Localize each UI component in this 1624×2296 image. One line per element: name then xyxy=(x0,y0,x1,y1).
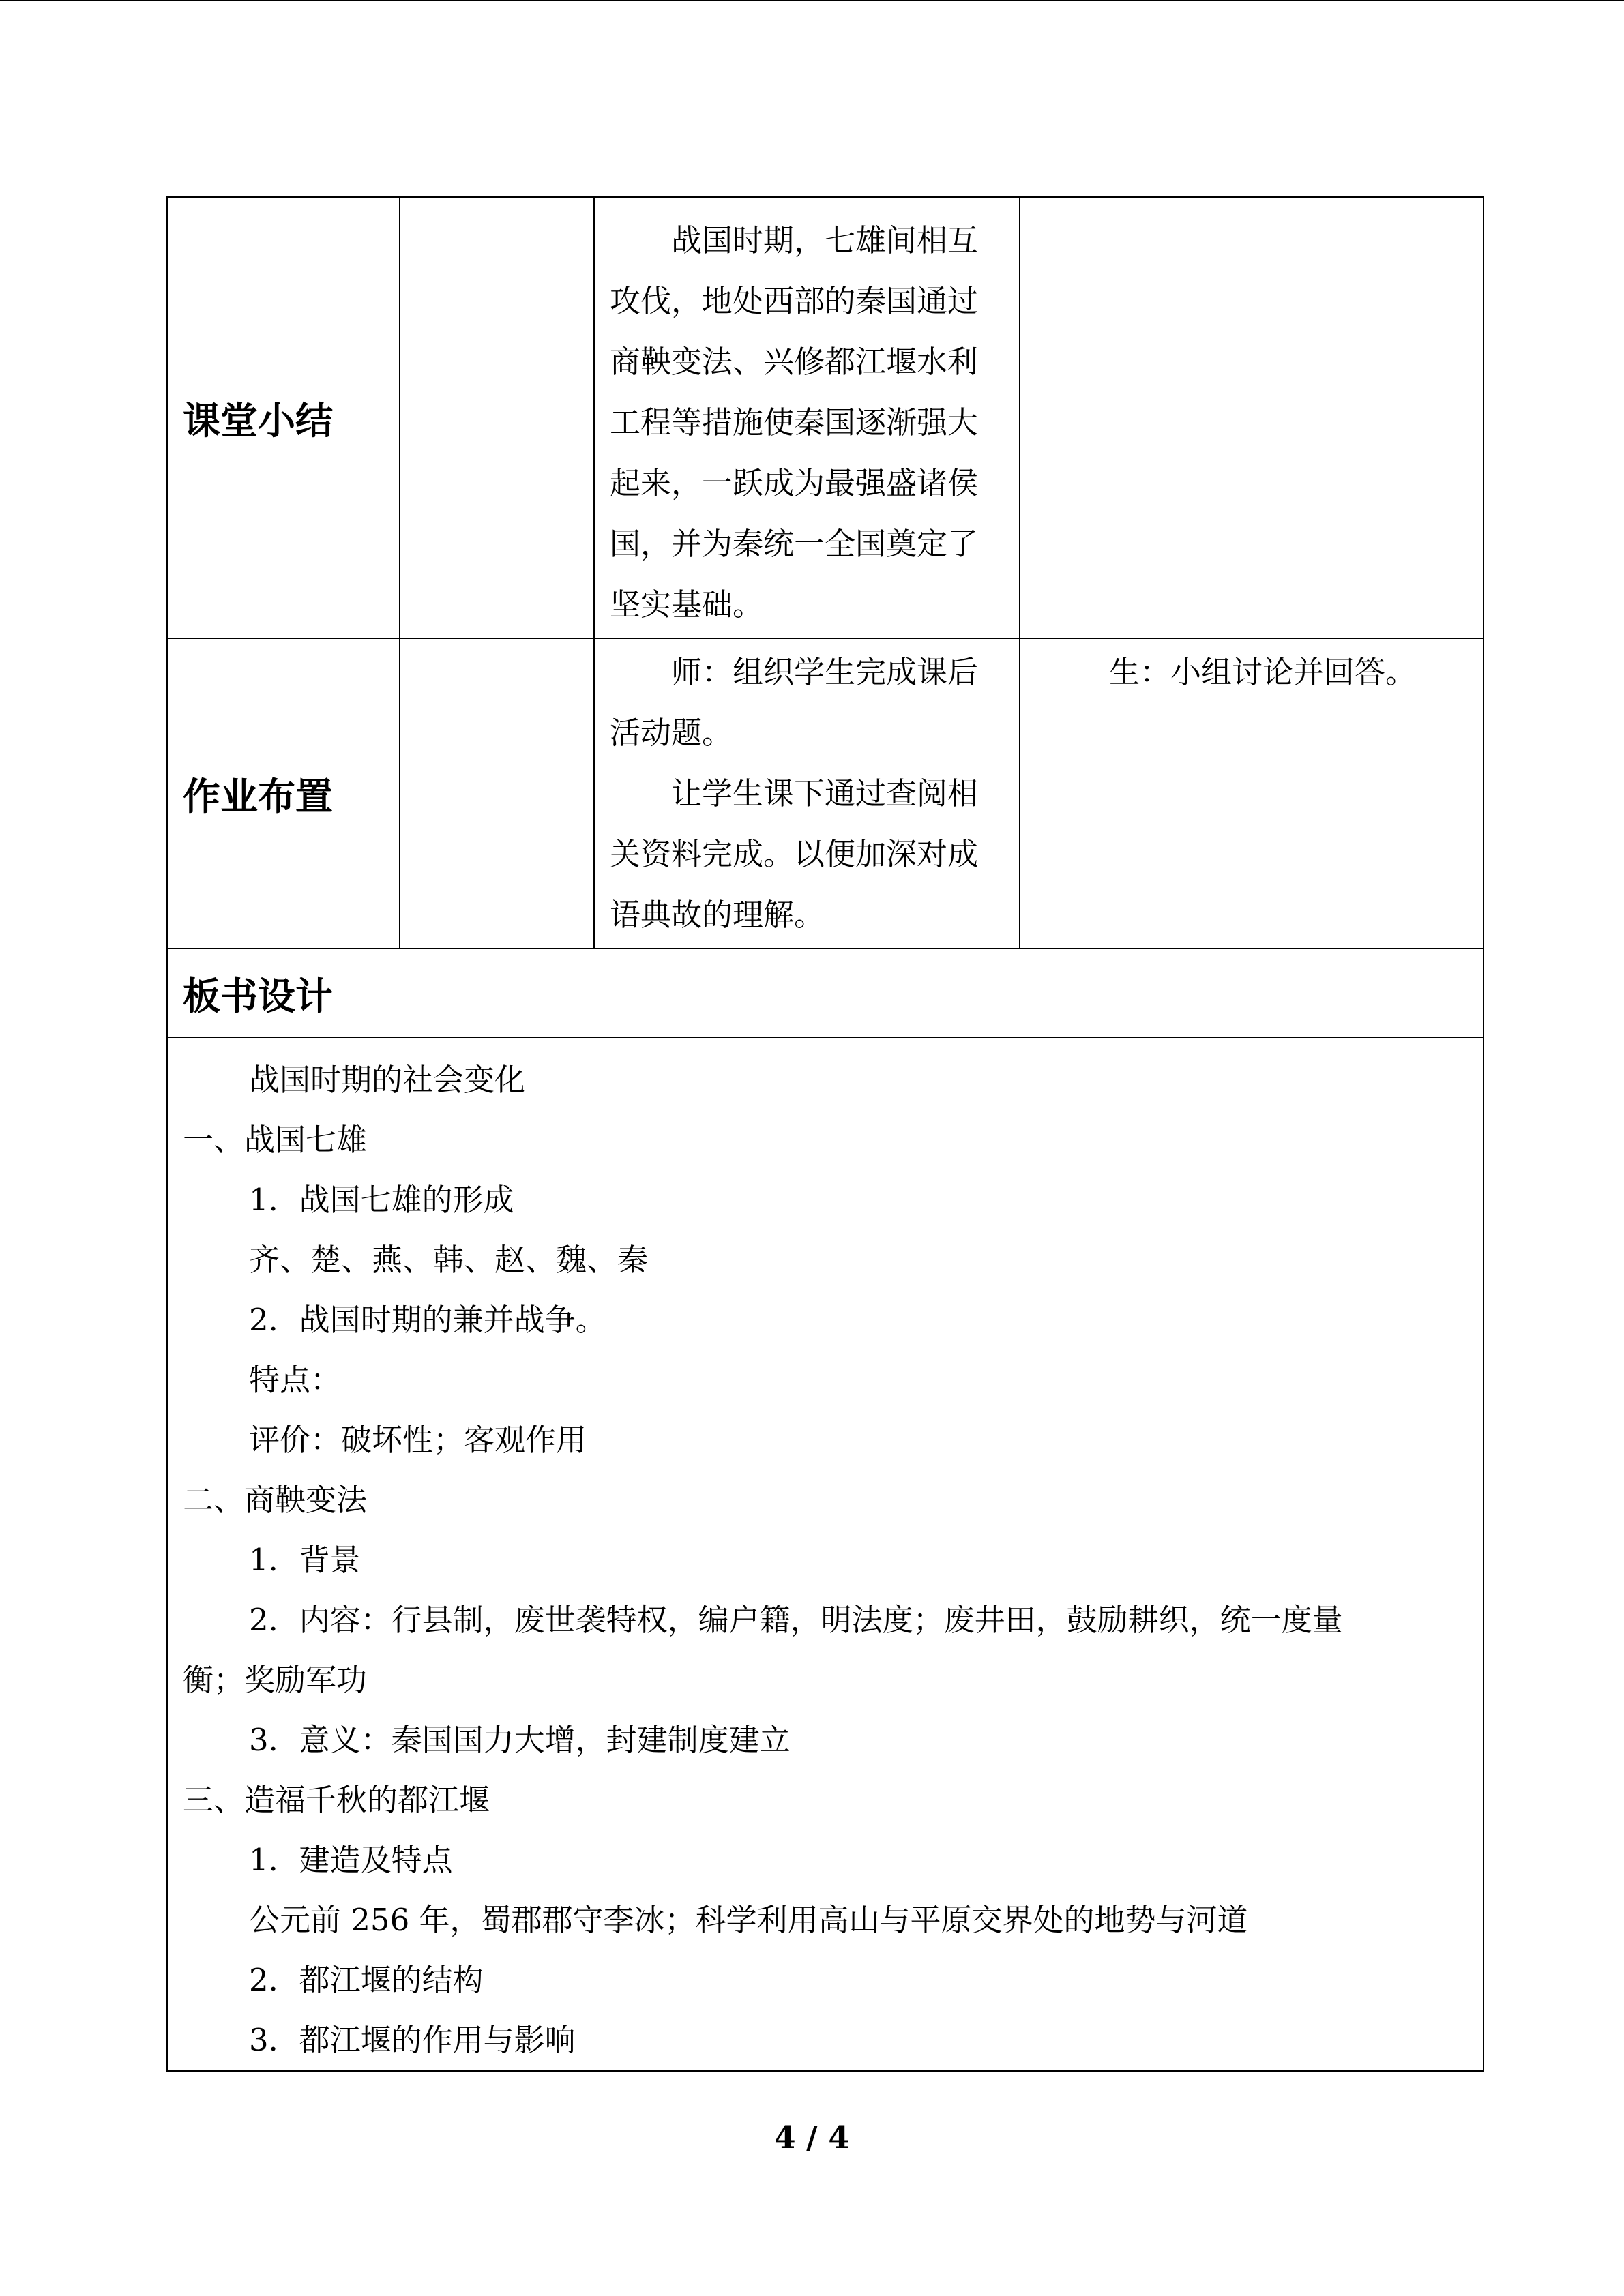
board-heading: 板书设计 xyxy=(167,949,1483,1037)
summary-label: 课堂小结 xyxy=(167,197,400,638)
board-body-row xyxy=(167,1037,1483,2071)
board-body xyxy=(167,1037,1483,2071)
board-line: 齐、楚、燕、韩、赵、魏、秦 xyxy=(249,1242,649,1278)
page-number: 4 / 4 xyxy=(774,2119,850,2156)
board-line: 评价：破坏性；客观作用 xyxy=(249,1422,587,1458)
summary-content: 战国时期，七雄间相互攻伐，地处西部的秦国通过商鞅变法、兴修都江堰水利工程等措施使秦国逐渐强大起来，一跃成为最强盛诸侯国，并为秦统一全国奠定了坚实基础。 xyxy=(610,222,979,623)
board-line: 2．内容：行县制，废世袭特权，编户籍，明法度；废井田，鼓励耕织，统一度量 xyxy=(249,1602,1343,1638)
lesson-plan-table xyxy=(166,196,1484,2072)
homework-teacher-p1: 师：组织学生完成课后活动题。 xyxy=(610,654,979,751)
summary-content-cell xyxy=(594,197,1020,638)
board-line: 3．意义：秦国国力大增，封建制度建立 xyxy=(249,1722,791,1758)
board-line: 2．战国时期的兼并战争。 xyxy=(249,1302,606,1338)
board-line: 战国时期的社会变化 xyxy=(249,1062,526,1098)
board-heading-row xyxy=(167,949,1483,1037)
board-line: 一、战国七雄 xyxy=(183,1122,368,1158)
board-line: 公元前 256 年，蜀郡郡守李冰；科学利用高山与平原交界处的地势与河道 xyxy=(249,1902,1248,1938)
board-line: 三、造福千秋的都江堰 xyxy=(183,1782,490,1818)
board-line: 特点： xyxy=(249,1362,342,1398)
homework-student-text: 生：小组讨论并回答。 xyxy=(1109,654,1417,690)
homework-empty-cell xyxy=(400,638,594,949)
homework-teacher-p2: 让学生课下通过查阅相关资料完成。以便加深对成语典故的理解。 xyxy=(610,775,979,933)
board-line: 1．建造及特点 xyxy=(249,1842,453,1878)
homework-teacher-cell xyxy=(594,638,1020,949)
summary-student-cell xyxy=(1020,197,1483,638)
board-line: 衡；奖励军功 xyxy=(183,1662,368,1698)
summary-row xyxy=(167,197,1483,638)
board-line: 1．背景 xyxy=(249,1542,361,1578)
summary-empty-cell xyxy=(400,197,594,638)
board-line: 二、商鞅变法 xyxy=(183,1482,368,1518)
homework-label: 作业布置 xyxy=(167,638,400,949)
homework-student-cell xyxy=(1020,638,1483,949)
board-line: 3．都江堰的作用与影响 xyxy=(249,2022,576,2058)
homework-row xyxy=(167,638,1483,949)
board-line: 2．都江堰的结构 xyxy=(249,1962,484,1998)
board-line: 1．战国七雄的形成 xyxy=(249,1182,514,1218)
page-top-border xyxy=(0,0,1624,1)
